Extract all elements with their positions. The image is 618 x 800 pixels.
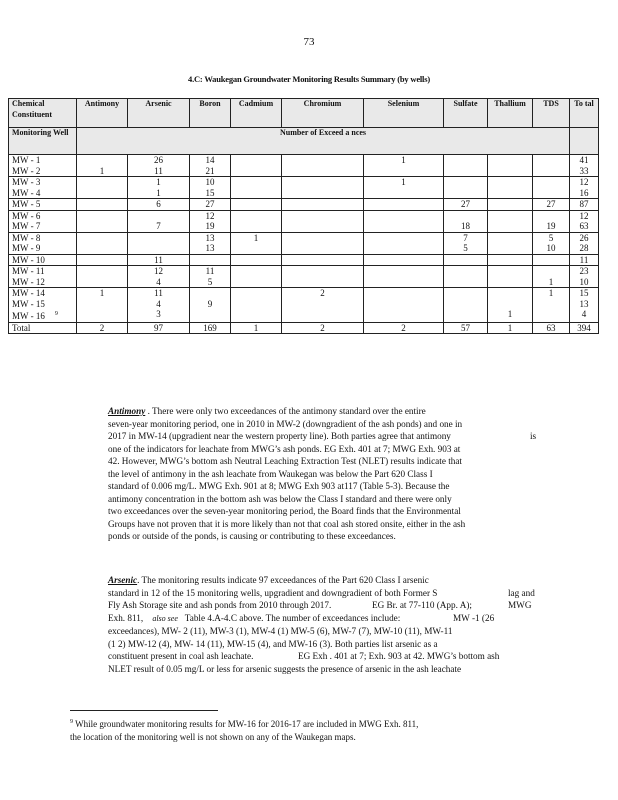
cell-boron: 5 bbox=[190, 277, 231, 288]
header-monitoring-well: Monitoring Well bbox=[9, 128, 77, 155]
cell-cadmium bbox=[231, 243, 282, 254]
cell-antimony bbox=[77, 232, 128, 243]
cell-antimony bbox=[77, 177, 128, 188]
cell-antimony bbox=[77, 210, 128, 221]
cell-tds: 1 bbox=[533, 288, 570, 299]
arsenic-line-5: exceedances), MW- 2 (11), MW-3 (1), MW-4 (1) MW-5 (6), MW-7 (7), MW-10 (11), MW-11 bbox=[108, 626, 453, 636]
cell-cadmium bbox=[231, 199, 282, 211]
header-7: Sulfate bbox=[444, 99, 488, 128]
well-label: MW - 7 bbox=[12, 221, 41, 231]
footnote-line-1: While groundwater monitoring results for MW-16 for 2016-17 are included in MWG Exh. 811, bbox=[73, 719, 419, 729]
cell-arsenic: 26 bbox=[128, 155, 190, 166]
well-footnote-mark: 9 bbox=[54, 311, 58, 317]
arsenic-line-2a: standard in 12 of the 15 monitoring wells, upgradient and downgradient of both Former S bbox=[108, 587, 438, 598]
cell-total: 11 bbox=[570, 254, 599, 266]
cell-thallium bbox=[488, 243, 533, 254]
cell-antimony bbox=[77, 188, 128, 199]
cell-boron bbox=[190, 254, 231, 266]
cell-cadmium bbox=[231, 177, 282, 188]
footnote bbox=[70, 716, 540, 744]
cell-sulfate bbox=[444, 177, 488, 188]
antimony-line-9: two exceedances over the seven-year monitoring period, the Board finds that the Environmental bbox=[108, 506, 461, 516]
cell-chromium bbox=[282, 177, 364, 188]
well-label: MW - 11 bbox=[12, 266, 45, 276]
cell-arsenic bbox=[128, 210, 190, 221]
table-row bbox=[9, 166, 599, 177]
cell-sulfate bbox=[444, 266, 488, 277]
table-row bbox=[9, 254, 599, 266]
well-label: MW - 16 bbox=[12, 311, 45, 321]
well-cell bbox=[9, 243, 77, 254]
cell-antimony bbox=[77, 277, 128, 288]
cell-tds bbox=[533, 254, 570, 266]
cell-chromium: 2 bbox=[282, 288, 364, 299]
cell-total: 15 bbox=[570, 288, 599, 299]
cell-boron: 10 bbox=[190, 177, 231, 188]
cell-chromium bbox=[282, 221, 364, 232]
header-2: Arsenic bbox=[128, 99, 190, 128]
cell-selenium bbox=[364, 254, 444, 266]
cell-cadmium bbox=[231, 155, 282, 166]
cell-selenium bbox=[364, 232, 444, 243]
table-row bbox=[9, 243, 599, 254]
cell-boron: 15 bbox=[190, 188, 231, 199]
cell-cadmium bbox=[231, 254, 282, 266]
cell-boron: 21 bbox=[190, 166, 231, 177]
table-row bbox=[9, 309, 599, 322]
cell-boron bbox=[190, 309, 231, 322]
header-10: To tal bbox=[570, 99, 599, 128]
header-4: Cadmium bbox=[231, 99, 282, 128]
cell-sulfate bbox=[444, 155, 488, 166]
cell-total: 23 bbox=[570, 266, 599, 277]
cell-total: 4 bbox=[570, 309, 599, 322]
well-cell bbox=[9, 221, 77, 232]
cell-arsenic bbox=[128, 243, 190, 254]
cell-cadmium bbox=[231, 210, 282, 221]
antimony-line-8: antimony concentration in the bottom ash was below the Class I standard and there were only bbox=[108, 493, 452, 504]
cell-tds bbox=[533, 155, 570, 166]
antimony-line-7: standard of 0.006 mg/L. MWG Exh. 901 at 8; MWG Exh 903 at117 (Table 5-3). Because the bbox=[108, 481, 450, 491]
cell-chromium bbox=[282, 299, 364, 310]
cell-chromium bbox=[282, 266, 364, 277]
cell-chromium bbox=[282, 210, 364, 221]
cell-antimony bbox=[77, 266, 128, 277]
cell-thallium bbox=[488, 188, 533, 199]
total-total: 394 bbox=[570, 322, 599, 334]
cell-tds bbox=[533, 266, 570, 277]
paragraph-antimony bbox=[108, 405, 545, 543]
well-cell bbox=[9, 166, 77, 177]
cell-sulfate: 5 bbox=[444, 243, 488, 254]
header-9: TDS bbox=[533, 99, 570, 128]
cell-boron bbox=[190, 288, 231, 299]
lead-gap: . bbox=[145, 406, 150, 416]
cell-antimony bbox=[77, 221, 128, 232]
cell-arsenic: 11 bbox=[128, 288, 190, 299]
total-tds: 63 bbox=[533, 322, 570, 334]
cell-chromium bbox=[282, 155, 364, 166]
arsenic-line-7a: constituent present in coal ash leachate. bbox=[108, 651, 254, 661]
arsenic-line-2b: lag and bbox=[508, 587, 535, 598]
lead-arsenic: Arsenic bbox=[108, 575, 138, 585]
cell-total: 13 bbox=[570, 299, 599, 310]
cell-sulfate: 7 bbox=[444, 232, 488, 243]
well-cell bbox=[9, 288, 77, 299]
table-row bbox=[9, 177, 599, 188]
cell-boron: 14 bbox=[190, 155, 231, 166]
cell-thallium bbox=[488, 299, 533, 310]
total-boron: 169 bbox=[190, 322, 231, 334]
cell-sulfate bbox=[444, 188, 488, 199]
cell-total: 87 bbox=[570, 199, 599, 211]
cell-selenium bbox=[364, 221, 444, 232]
lead-antimony: Antimony bbox=[108, 406, 146, 416]
well-label: MW - 9 bbox=[12, 243, 41, 253]
cell-tds: 5 bbox=[533, 232, 570, 243]
header-0: Chemical Constituent bbox=[9, 99, 77, 128]
footnote-mark: 9 bbox=[70, 719, 73, 725]
total-arsenic: 97 bbox=[128, 322, 190, 334]
cell-boron: 13 bbox=[190, 232, 231, 243]
cell-cadmium bbox=[231, 266, 282, 277]
cell-antimony bbox=[77, 309, 128, 322]
cell-arsenic: 7 bbox=[128, 221, 190, 232]
total-thallium: 1 bbox=[488, 322, 533, 334]
cell-selenium bbox=[364, 266, 444, 277]
cell-chromium bbox=[282, 188, 364, 199]
cell-cadmium bbox=[231, 188, 282, 199]
cell-selenium bbox=[364, 199, 444, 211]
well-label: MW - 3 bbox=[12, 177, 41, 187]
well-cell bbox=[9, 188, 77, 199]
cell-thallium bbox=[488, 166, 533, 177]
cell-thallium bbox=[488, 254, 533, 266]
cell-cadmium bbox=[231, 288, 282, 299]
total-sulfate: 57 bbox=[444, 322, 488, 334]
table-title: 4.C: Waukegan Groundwater Monitoring Results Summary (by wells) bbox=[188, 74, 430, 84]
cell-boron: 27 bbox=[190, 199, 231, 211]
cell-boron: 9 bbox=[190, 299, 231, 310]
arsenic-line-7b: EG Exh . 401 at 7; Exh. 903 at 42. MWG’s bottom ash bbox=[298, 651, 500, 661]
cell-cadmium: 1 bbox=[231, 232, 282, 243]
antimony-line-4: one of the indicators for leachate from MWG’s ash ponds. EG Exh. 401 at 7; MWG Exh. 903 at bbox=[108, 443, 461, 454]
table-row bbox=[9, 210, 599, 221]
antimony-line-2: seven-year monitoring period, one in 2010 in MW-2 (downgradient of the ash ponds) and one in bbox=[108, 418, 463, 429]
cell-boron: 12 bbox=[190, 210, 231, 221]
total-row bbox=[9, 322, 599, 334]
cell-cadmium bbox=[231, 309, 282, 322]
cell-tds: 10 bbox=[533, 243, 570, 254]
total-selenium: 2 bbox=[364, 322, 444, 334]
cell-thallium bbox=[488, 232, 533, 243]
cell-total: 12 bbox=[570, 177, 599, 188]
cell-tds bbox=[533, 188, 570, 199]
cell-selenium bbox=[364, 188, 444, 199]
well-cell bbox=[9, 254, 77, 266]
cell-total: 28 bbox=[570, 243, 599, 254]
cell-arsenic: 4 bbox=[128, 277, 190, 288]
antimony-line-1: There were only two exceedances of the antimony standard over the entire bbox=[149, 406, 426, 416]
header-6: Selenium bbox=[364, 99, 444, 128]
antimony-line-5: 42. However, MWG’s bottom ash Neutral Leaching Extraction Test (NLET) results indicate that bbox=[108, 456, 462, 466]
cell-antimony: 1 bbox=[77, 288, 128, 299]
cell-antimony bbox=[77, 243, 128, 254]
cell-total: 63 bbox=[570, 221, 599, 232]
cell-antimony bbox=[77, 155, 128, 166]
table-row bbox=[9, 266, 599, 277]
total-cadmium: 1 bbox=[231, 322, 282, 334]
cell-tds bbox=[533, 177, 570, 188]
cell-tds bbox=[533, 166, 570, 177]
cell-sulfate bbox=[444, 288, 488, 299]
cell-arsenic: 3 bbox=[128, 309, 190, 322]
page-number: 73 bbox=[303, 36, 315, 48]
cell-tds: 19 bbox=[533, 221, 570, 232]
cell-sulfate: 18 bbox=[444, 221, 488, 232]
cell-arsenic: 6 bbox=[128, 199, 190, 211]
table-row bbox=[9, 155, 599, 166]
footnote-rule bbox=[70, 710, 218, 711]
arsenic-line-4c: Table 4.A-4.C above. The number of exceedances include: bbox=[184, 612, 401, 623]
cell-selenium: 1 bbox=[364, 177, 444, 188]
cell-total: 10 bbox=[570, 277, 599, 288]
cell-total: 41 bbox=[570, 155, 599, 166]
cell-total: 26 bbox=[570, 232, 599, 243]
arsenic-line-4d: MW -1 (26 bbox=[453, 612, 495, 623]
header-1: Antimony bbox=[77, 99, 128, 128]
well-label: MW - 5 bbox=[12, 199, 41, 209]
cell-selenium bbox=[364, 210, 444, 221]
cell-antimony bbox=[77, 299, 128, 310]
well-cell bbox=[9, 277, 77, 288]
header-total-blank bbox=[570, 128, 599, 155]
cell-chromium bbox=[282, 243, 364, 254]
header-8: Thallium bbox=[488, 99, 533, 128]
cell-arsenic: 1 bbox=[128, 188, 190, 199]
cell-total: 33 bbox=[570, 166, 599, 177]
cell-arsenic bbox=[128, 232, 190, 243]
antimony-line-10: Groups have not proven that it is more likely than not that coal ash stored onsite, either in the ash bbox=[108, 518, 466, 529]
header-number-of-exceedances: Number of Exceed a nces bbox=[77, 128, 570, 155]
table-row bbox=[9, 288, 599, 299]
table-row bbox=[9, 199, 599, 211]
cell-boron: 13 bbox=[190, 243, 231, 254]
cell-sulfate bbox=[444, 210, 488, 221]
cell-chromium bbox=[282, 232, 364, 243]
well-label: MW - 8 bbox=[12, 232, 41, 243]
arsenic-line-4a: Exh. 811, bbox=[108, 612, 144, 623]
cell-selenium: 1 bbox=[364, 155, 444, 166]
cell-arsenic: 11 bbox=[128, 254, 190, 266]
cell-sulfate bbox=[444, 254, 488, 266]
cell-tds bbox=[533, 210, 570, 221]
cell-chromium bbox=[282, 199, 364, 211]
paragraph-arsenic bbox=[108, 574, 545, 675]
cell-chromium bbox=[282, 277, 364, 288]
cell-tds bbox=[533, 309, 570, 322]
well-cell bbox=[9, 266, 77, 277]
cell-arsenic: 4 bbox=[128, 299, 190, 310]
arsenic-line-1: . The monitoring results indicate 97 exceedances of the Part 620 Class I arsenic bbox=[137, 575, 429, 585]
results-body bbox=[9, 155, 599, 334]
cell-sulfate bbox=[444, 309, 488, 322]
well-label: MW - 4 bbox=[12, 187, 41, 198]
cell-selenium bbox=[364, 166, 444, 177]
well-label: MW - 12 bbox=[12, 276, 45, 287]
cell-total: 12 bbox=[570, 210, 599, 221]
cell-thallium: 1 bbox=[488, 309, 533, 322]
cell-tds bbox=[533, 299, 570, 310]
header-row-wells bbox=[9, 128, 599, 155]
cell-arsenic: 1 bbox=[128, 177, 190, 188]
cell-thallium bbox=[488, 155, 533, 166]
arsenic-line-4b: also see bbox=[152, 613, 178, 623]
antimony-line-6: the level of antimony in the ash leachate from Waukegan was below the Part 620 Class I bbox=[108, 468, 433, 479]
cell-thallium bbox=[488, 277, 533, 288]
cell-thallium bbox=[488, 210, 533, 221]
cell-antimony bbox=[77, 199, 128, 211]
well-label: MW - 6 bbox=[12, 210, 41, 221]
arsenic-line-3c: MWG bbox=[508, 600, 532, 610]
total-well: Total bbox=[9, 322, 77, 334]
well-label: MW - 2 bbox=[12, 165, 41, 176]
well-cell bbox=[9, 210, 77, 221]
cell-tds: 1 bbox=[533, 277, 570, 288]
cell-thallium bbox=[488, 288, 533, 299]
cell-antimony: 1 bbox=[77, 166, 128, 177]
table-row bbox=[9, 277, 599, 288]
cell-arsenic: 11 bbox=[128, 166, 190, 177]
header-row-constituents bbox=[9, 99, 599, 128]
cell-selenium bbox=[364, 277, 444, 288]
cell-thallium bbox=[488, 221, 533, 232]
arsenic-line-8: NLET result of 0.05 mg/L or less for arsenic suggests the presence of arsenic in the ash leachate bbox=[108, 663, 462, 674]
cell-cadmium bbox=[231, 221, 282, 232]
cell-thallium bbox=[488, 199, 533, 211]
cell-selenium bbox=[364, 309, 444, 322]
well-cell bbox=[9, 232, 77, 243]
antimony-line-3b: is bbox=[530, 431, 537, 441]
arsenic-line-3b: EG Br. at 77-110 (App. A); bbox=[372, 600, 472, 610]
cell-total: 16 bbox=[570, 188, 599, 199]
table-row bbox=[9, 299, 599, 310]
table-row bbox=[9, 232, 599, 243]
cell-sulfate bbox=[444, 166, 488, 177]
well-cell bbox=[9, 299, 77, 310]
cell-thallium bbox=[488, 177, 533, 188]
results-table bbox=[8, 98, 599, 334]
arsenic-line-3a: Fly Ash Storage site and ash ponds from 2010 through 2017. bbox=[108, 600, 332, 610]
total-chromium: 2 bbox=[282, 322, 364, 334]
header-5: Chromium bbox=[282, 99, 364, 128]
cell-thallium bbox=[488, 266, 533, 277]
cell-selenium bbox=[364, 288, 444, 299]
well-label: MW - 10 bbox=[12, 254, 45, 265]
well-label: MW - 15 bbox=[12, 298, 45, 309]
cell-selenium bbox=[364, 299, 444, 310]
cell-chromium bbox=[282, 254, 364, 266]
well-label: MW - 1 bbox=[12, 155, 41, 165]
cell-cadmium bbox=[231, 166, 282, 177]
cell-cadmium bbox=[231, 299, 282, 310]
well-cell bbox=[9, 177, 77, 188]
table-row bbox=[9, 221, 599, 232]
antimony-line-11: ponds or outside of the ponds, is causing or contributing to these exceedances. bbox=[108, 531, 396, 541]
table-row bbox=[9, 188, 599, 199]
well-cell bbox=[9, 309, 77, 322]
well-cell bbox=[9, 199, 77, 211]
cell-boron: 19 bbox=[190, 221, 231, 232]
cell-boron: 11 bbox=[190, 266, 231, 277]
cell-selenium bbox=[364, 243, 444, 254]
cell-sulfate bbox=[444, 299, 488, 310]
cell-sulfate: 27 bbox=[444, 199, 488, 211]
total-antimony: 2 bbox=[77, 322, 128, 334]
cell-antimony bbox=[77, 254, 128, 266]
antimony-line-3a: 2017 in MW-14 (upgradient near the western property line). Both parties agree that antimony bbox=[108, 431, 451, 441]
header-3: Boron bbox=[190, 99, 231, 128]
cell-tds: 27 bbox=[533, 199, 570, 211]
cell-arsenic: 12 bbox=[128, 266, 190, 277]
cell-chromium bbox=[282, 166, 364, 177]
well-label: MW - 14 bbox=[12, 288, 45, 298]
cell-chromium bbox=[282, 309, 364, 322]
arsenic-line-6: (1 2) MW-12 (4), MW- 14 (11), MW-15 (4), and MW-16 (3). Both parties list arsenic as a bbox=[108, 638, 438, 649]
cell-cadmium bbox=[231, 277, 282, 288]
footnote-line-2: the location of the monitoring well is not shown on any of the Waukegan maps. bbox=[70, 732, 356, 742]
cell-sulfate bbox=[444, 277, 488, 288]
well-cell bbox=[9, 155, 77, 166]
